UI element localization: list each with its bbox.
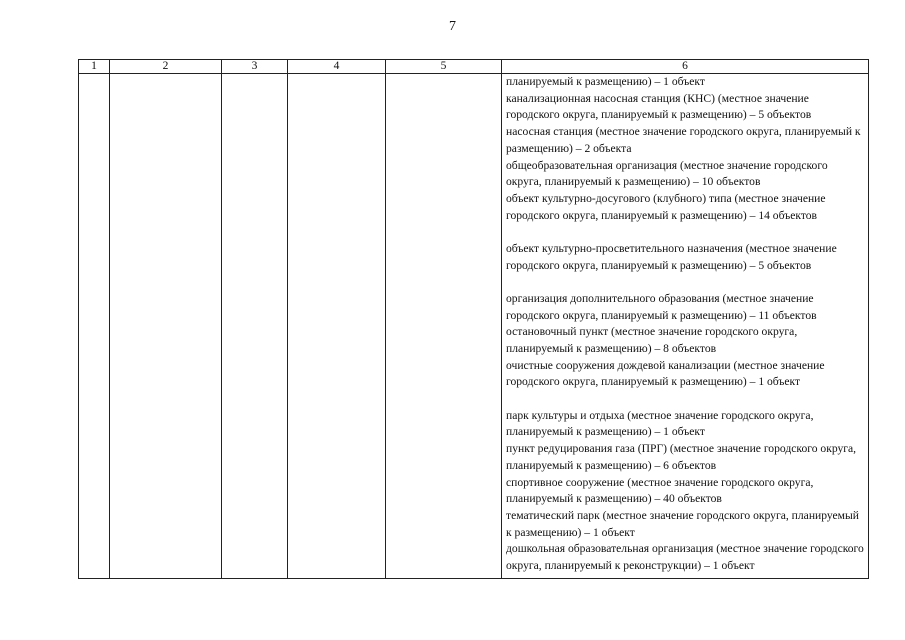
cell-col-6: [502, 74, 869, 579]
column-header-2: 2: [110, 60, 222, 74]
table-row: [79, 74, 869, 579]
cell-col-3: [222, 74, 288, 579]
list-item: планируемый к размещению) – 1 объект: [506, 75, 705, 88]
cell-col-5: [386, 74, 502, 579]
list-item: тематический парк (местное значение городского округа, планируемый к размещению) – 1 объект: [506, 508, 859, 539]
column-header-1: 1: [79, 60, 110, 74]
cell-col-2: [110, 74, 222, 579]
list-item: организация дополнительного образования (местное значение городского округа, планируемый к размещению) – 11 объектов: [506, 291, 817, 322]
cell-col-4: [288, 74, 386, 579]
list-item: объект культурно-досугового (клубного) типа (местное значение городского округа, планируемый к размещению) – 14 объектов: [506, 191, 826, 222]
list-item: пункт редуцирования газа (ПРГ) (местное значение городского округа, планируемый к размещению) – 6 объектов: [506, 442, 857, 472]
list-item: канализационная насосная станция (КНС) (местное значение городского округа, планируемый к размещению) – 5 объектов: [506, 91, 812, 122]
column-header-3: 3: [222, 60, 288, 74]
column-header-6: 6: [502, 60, 869, 74]
column-header-4: 4: [288, 60, 386, 74]
list-item: парк культуры и отдыха (местное значение городского округа, планируемый к размещению) – 1 объект: [506, 408, 814, 439]
list-item: остановочный пункт (местное значение городского округа, планируемый к размещению) – 8 объектов: [506, 325, 798, 355]
list-item: насосная станция (местное значение городского округа, планируемый к размещению) – 2 объекта: [506, 125, 861, 155]
column-header-5: 5: [386, 60, 502, 74]
list-item: очистные сооружения дождевой канализации (местное значение городского округа, планируемый к размещению) – 1 объект: [506, 358, 825, 389]
list-item: спортивное сооружение (местное значение городского округа, планируемый к размещению) – 40 объектов: [506, 475, 814, 506]
header-row: [79, 60, 869, 74]
list-item: общеобразовательная организация (местное значение городского округа, планируемый к размещению) – 10 объектов: [506, 158, 828, 189]
cell-col-1: [79, 74, 110, 579]
list-item: дошкольная образовательная организация (местное значение городского округа, планируемый к реконструкции) – 1 объект: [506, 542, 864, 572]
planning-table: [78, 59, 869, 579]
page-number: 7: [449, 19, 456, 34]
list-item: объект культурно-просветительного назначения (местное значение городского округа, планируемый к размещению) – 5 объектов: [506, 241, 837, 272]
